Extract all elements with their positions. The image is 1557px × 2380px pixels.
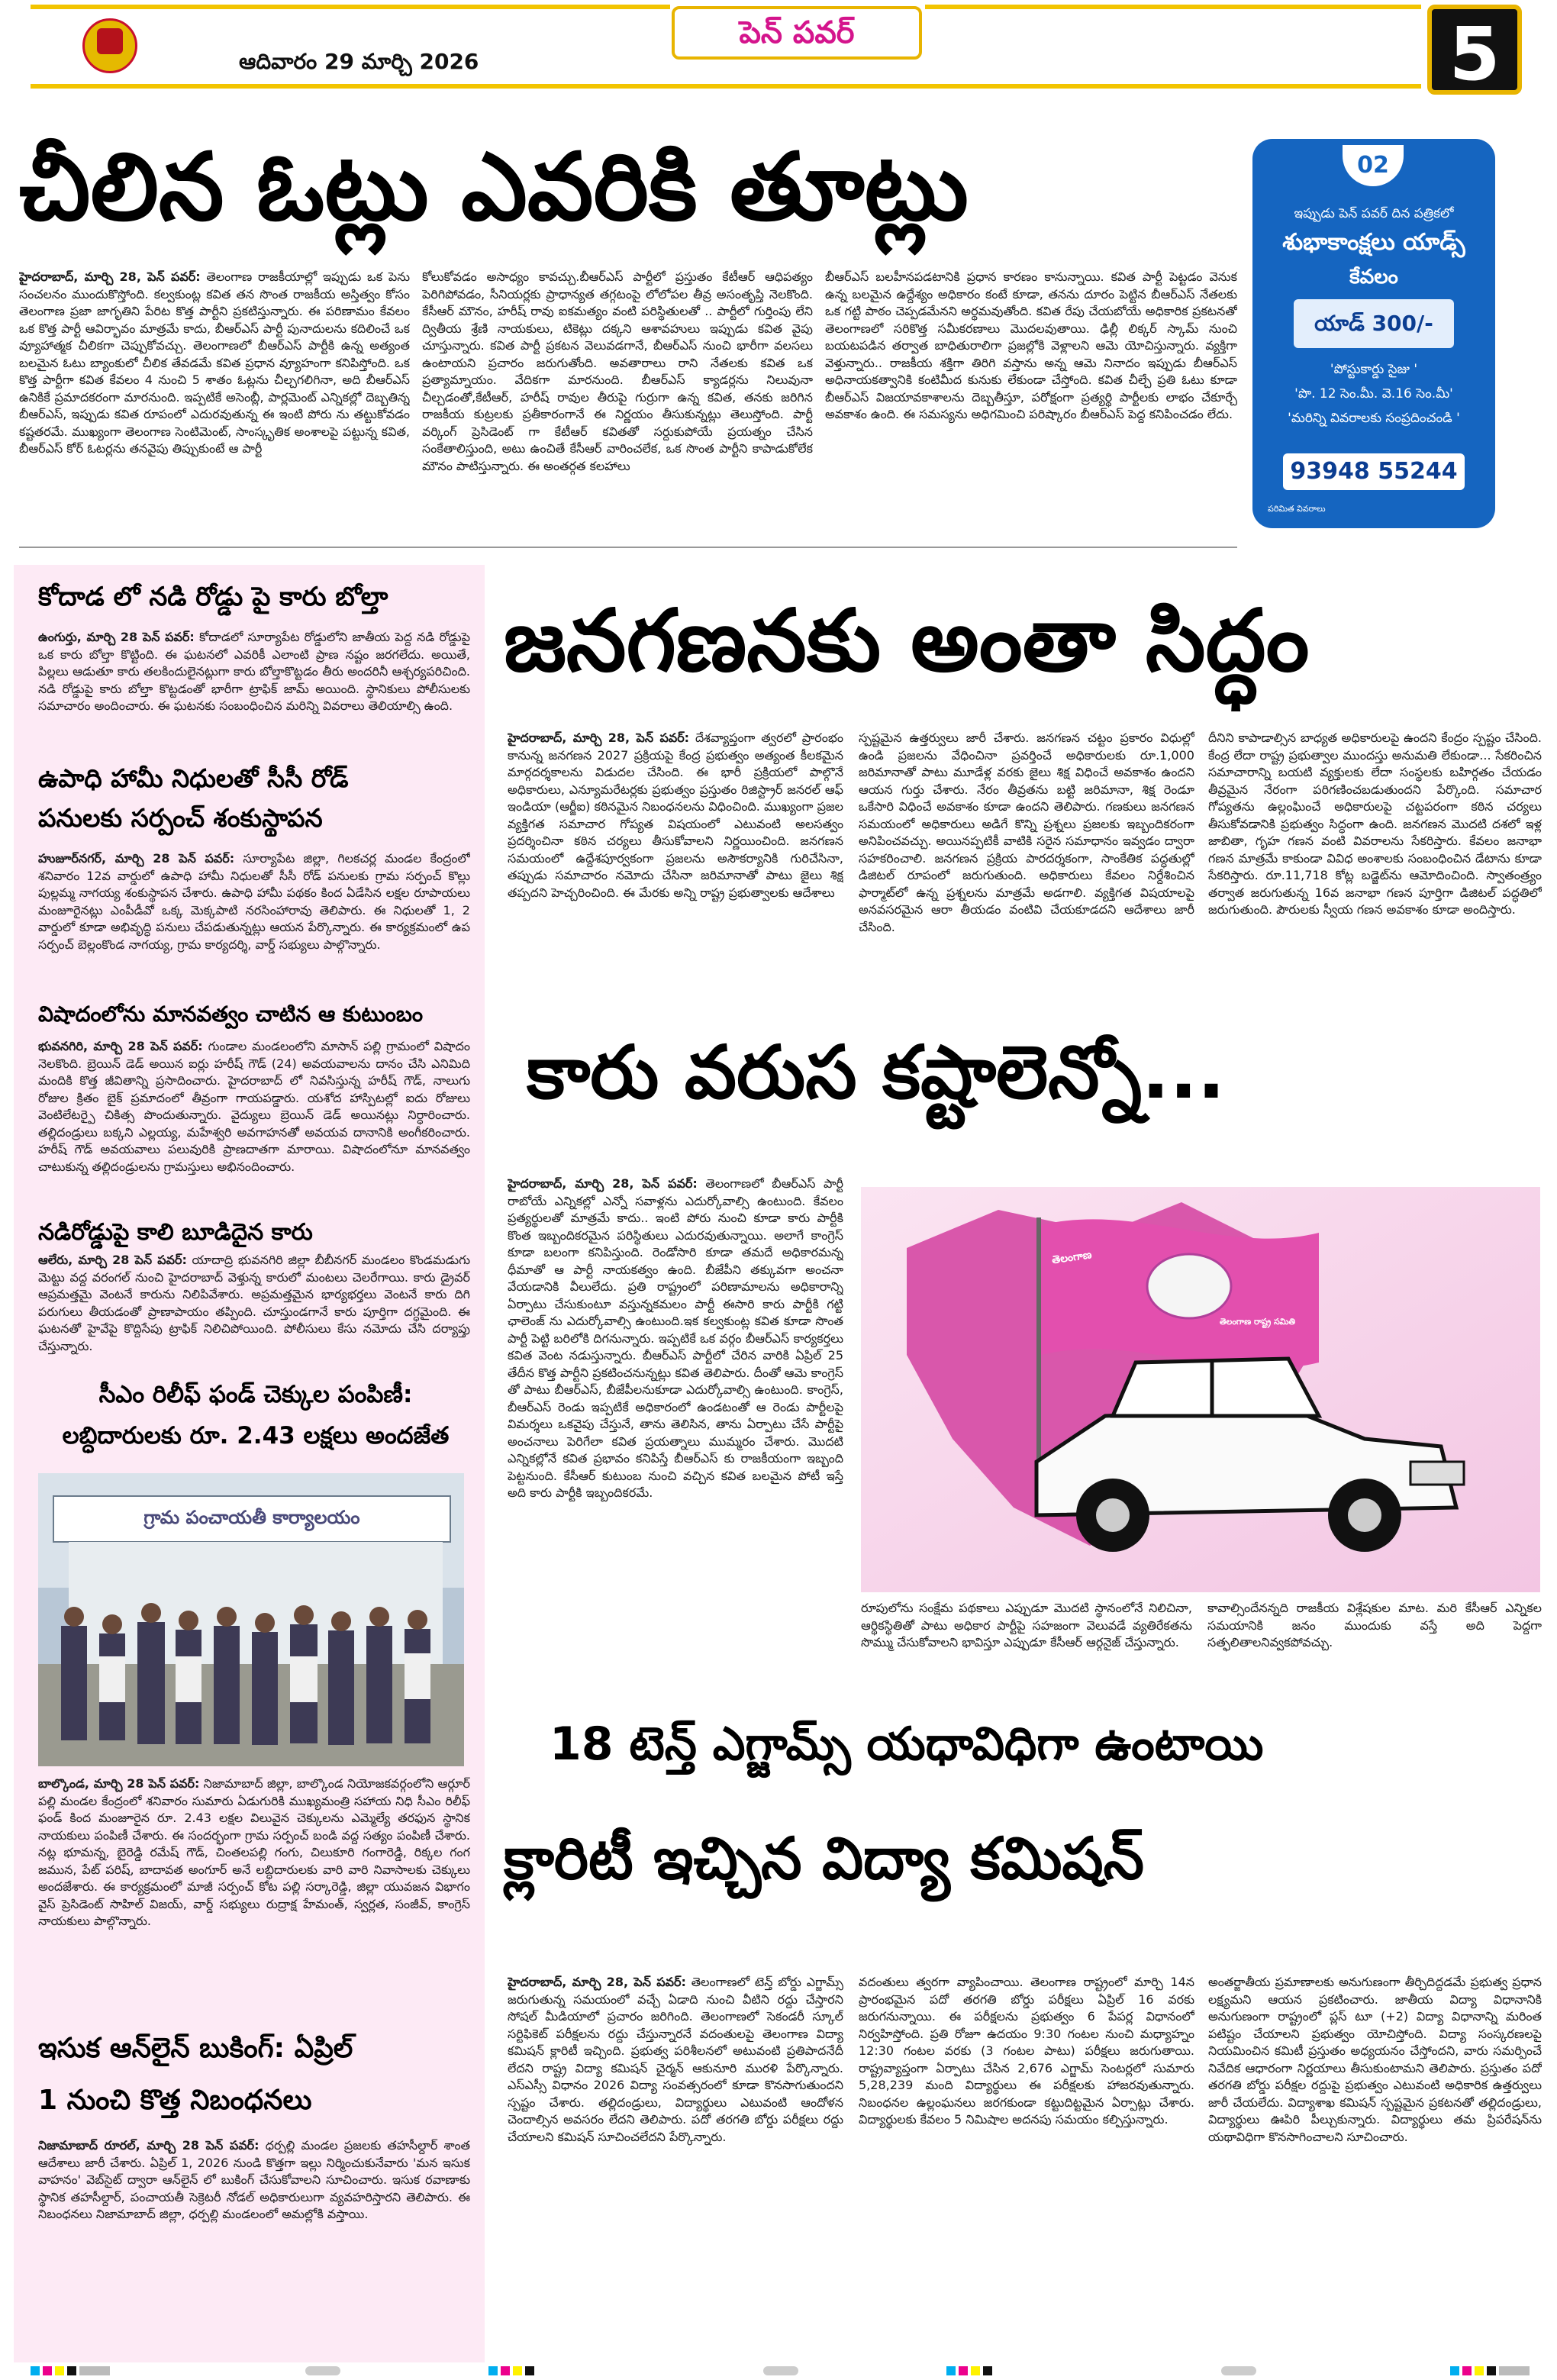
ad-line-5: 'పొ. 12 సెం.మీ. వె.16 సెం.మీ' (1294, 386, 1453, 402)
sidebar-story2-dateline: హుజూర్‌నగర్, మార్చి 28 పెన్ పవర్: (38, 851, 235, 866)
story2-headline: జనగణనకు అంతా సిద్ధం (504, 592, 1310, 691)
story4-column-2 (859, 1974, 1194, 2346)
cbar-magenta-2 (501, 2366, 510, 2375)
sidebar-story5-headline-2: లబ్ధిదారులకు రూ. 2.43 లక్షలు అందజేత (62, 1422, 450, 1450)
sidebar-story6-dateline: నిజామాబాద్ రూరల్, మార్చి 28 పెన్ పవర్: (38, 2138, 260, 2153)
photo-building-sign: గ్రామ పంచాయతీ కార్యాలయం (143, 1507, 360, 1528)
cbar-yellow-4 (1475, 2366, 1484, 2375)
ad-line-1: ఇప్పుడు పెన్ పవర్ దిన పత్రికలో (1294, 206, 1454, 221)
sidebar-story5-text: నిజామాబాద్ జిల్లా, బాల్కొండ నియోజకవర్గంలోని ఆర్గూర్ పల్లి మండల కేంద్రంలో శనివారం సుమారు ఏడుగురికి ముఖ్యమంత్రి సహాయ నిధి సీఎం రిలీఫ్ ఫండ్ కింద మంజూరైన రూ. 2.43 లక్షల విలువైన చెక్కులను ఎమ్మెల్యే తరఫున స్థానిక నాయకులు పంపిణీ చేశారు. ఈ సందర్భంగా గ్రామ సర్పంచ్ బండి వద్ద సత్యం పంపిణీ చేశారు. నట్ల భూమన్న, బైరెడ్డి రమేష్ గౌడ్, చింతలపల్లి గంగు, చిలుకూరి గంగారెడ్డి, రిక్కల గంగ జమున, పేట్ పరిష్, బాదావత అంగూర్ అనే లబ్ధిదారులకు వారి వారి నివాసాలకు చెక్కులు అందజేశారు. ఈ కార్యక్రమంలో మాజీ సర్పంచ్ కోట పల్లి సర్కారెడ్డి, జిల్లా యువజన విభాగం వైస్ ప్రెసిడెంట్ సాహిల్ విజయ్, వార్డ్ సభ్యులు రుద్రాక్ష హేమంత్, స్వర్లత, సంజీవ్, కాంగ్రెస్ నాయకులు పాల్గొన్నారు. (38, 1776, 470, 1928)
cbar-oval-3 (1221, 2366, 1256, 2375)
story4-col2-text: వదంతులు త్వరగా వ్యాపించాయి. తెలంగాణ రాష్ట్రంలో మార్చి 14న ప్రారంభమైన పదో తరగతి బోర్డు పరీక్షలు ఏప్రిల్ 16 వరకు జరుగనున్నాయి. ఈ పరీక్షలను ప్రభుత్వం 6 పేపర్ల విధానంలో నిర్వహిస్తోంది. ప్రతి రోజూ ఉదయం 9:30 గంటల నుంచి మధ్యాహ్నం 12:30 గంటల వరకు (3 గంటల పాటు) పరీక్షలు జరుగుతాయి. రాష్ట్రవ్యాప్తంగా ఏర్పాటు చేసిన 2,676 ఎగ్జామ్ సెంటర్లలో సుమారు 5,28,239 మంది విద్యార్థులు ఈ పరీక్షలకు హాజరవుతున్నారు. నిబంధనల ఉల్లంఘనలు జరగకుండా కట్టుదిట్టమైన ఏర్పాట్లు చేశారు. విద్యార్థులకు కేవలం 5 నిమిషాల అదనపు సమయం కల్పిస్తున్నారు. (859, 1975, 1194, 2127)
story1-divider (19, 547, 1237, 548)
story3-headline: కారు వరుస కష్టాలెన్నో... (527, 1030, 1226, 1115)
paper-name: పెన్ పవర్ (672, 6, 922, 60)
cbar-magenta-1 (43, 2366, 52, 2375)
story3-col3-text: కావాల్సిందేనన్నది రాజకీయ విశ్లేషకుల మాట. మరి కేసీఆర్ ఎన్నికల సమయానికి జనం ముందుకు వస్తే అది పెద్దగా సత్ఫలితాలనివ్వకపోవచ్చు. (1207, 1601, 1542, 1650)
logo-emblem-icon (97, 28, 123, 54)
greetings-ad (1252, 139, 1495, 528)
newspaper-logo (82, 18, 137, 73)
cbar-grey-4 (1499, 2366, 1530, 2375)
cbar-cyan-1 (31, 2366, 40, 2375)
story3-column-1 (508, 1175, 843, 1603)
sidebar-story1-body (38, 629, 470, 750)
ad-footer: పరిమిత వివరాలు (1268, 504, 1326, 514)
sidebar-story2-body (38, 850, 470, 989)
masthead-rule-bottom (31, 84, 1421, 89)
sidebar-story5-headline-1: సీఎం రిలీఫ్ ఫండ్ చెక్కుల పంపిణీ: (98, 1381, 413, 1408)
sidebar-story3-text: గుండాల మండలంలోని మాసాన్ పల్లి గ్రామంలో విషాదం నెలకొంది. బ్రెయిన్ డెడ్ అయిన ఐర్లు హరీష్ గౌడ్ (24) అవయవాలను దానం చేసి ఎనిమిది మందికి కొత్త జీవితాన్ని ప్రసాదించారు. హైదరాబాద్ లో నివసిస్తున్న హరీష్ గౌడ్, నాలుగు రోజుల క్రితం బైక్ ప్రమాదంలో తీవ్రంగా గాయపడ్డారు. యశోద హాస్పిటల్లో ఐదు రోజులు వెంటిలేటర్పై చికిత్స పొందుతున్నారు. వైద్యులు బ్రెయిన్ డెడ్ అయినట్లు నిర్ధారించారు. తల్లిదండ్రులు బక్కని ఎల్లయ్య, మహేశ్వరి అవగాహనతో అవయవ దానానికి అంగీకరించారు. హరీష్ గౌడ్ అవయవాలు పలువురికి ప్రాణదాతగా మారాయి. విషాదంలోనూ మానవత్వం చాటుకున్న తల్లిదండ్రులను గ్రామస్తులు అభినందించారు. (38, 1039, 470, 1174)
story1-headline: చీలిన ఓట్లు ఎవరికి తూట్లు (19, 133, 969, 241)
sidebar-story5-dateline: బాల్కొండ, మార్చి 28 పెన్ పవర్: (38, 1776, 200, 1791)
ad-phone-number: 93948 55244 (1283, 453, 1465, 490)
ad-line-2: శుభాకాంక్షలు యాడ్స్ (1282, 229, 1465, 256)
ad-line-3: కేవలం (1349, 266, 1398, 289)
ad-price: యాడ్ 300/- (1294, 299, 1454, 348)
sidebar-story2-headline-2: పనులకు సర్పంచ్ శంకుస్థాపన (38, 803, 323, 833)
story4-column-1 (508, 1974, 843, 2346)
sidebar-story3-body (38, 1038, 470, 1212)
sidebar-story1-dateline: ఉంగుర్తు, మార్చి 28 పెన్ పవర్: (38, 630, 195, 644)
story2-col1-text: దేశవ్యాప్తంగా త్వరలో ప్రారంభం కానున్న జనగణన 2027 ప్రక్రియపై కేంద్ర ప్రభుత్వం అత్యంత కీలకమైన మార్గదర్శకాలను విడుదల చేసింది. ఈ భారీ ప్రక్రియలో పాల్గొనే అధికారులు, ఎన్యూమరేటర్లకు ప్రభుత్వం ప్రస్తుతం రిజిస్ట్రార్ జనరల్ ఆఫ్ ఇండియా (ఆర్జీఐ) కఠినమైన నిబంధనలను విధించింది. ముఖ్యంగా ప్రజల వ్యక్తిగత సమాచార గోప్యత విషయంలో ఎటువంటి అలసత్వం ప్రదర్శించినా కఠిన చర్యలు తీసుకోవాలని నిర్ణయించింది. జనగణన సమయంలో ఉద్దేశపూర్వకంగా ప్రజలను అసౌకర్యానికి గురిచేసినా, తప్పుడు సమాచారం నమోదు చేసినా జరిమానాతో పాటు జైలు శిక్ష తప్పదని హెచ్చరించింది. ఈ మేరకు అన్ని రాష్ట్ర ప్రభుత్వాలకు ఆదేశాలు (508, 730, 843, 900)
cbar-cyan-3 (946, 2366, 956, 2375)
story3-col1-text: తెలంగాణలో బీఆర్ఎస్ పార్టీ రాబోయే ఎన్నికల్లో ఎన్నో సవాళ్లను ఎదుర్కోవాల్సి ఉంటుంది. కేవలం ప్రత్యర్థులతో మాత్రమే కాదు.. ఇంటి పోరు నుంచి కూడా కారు పార్టీకి కొంత ఇబ్బందికరమైన పరిస్థితులు ఎదురవుతున్నాయి. అలాగే కాంగ్రెస్ కూడా బలంగా కనిపిస్తుంది. రెండోసారి కూడా తమదే అధికారమన్న ధీమాతో ఆ పార్టీ నాయకత్వం ఉంది. బీజేపీని తక్కువగా అంచనా వేయడానికి వీలులేదు. ప్రతి రాష్ట్రంలో పరిణామాలను అధికారాన్ని ఏర్పాటు చేసుకుంటూ వస్తున్నకమలం పార్టీ ఈసారి కారు పార్టీకి గట్టి ఛాలెంజ్ ను ఎదుర్కోవాల్సి ఉంటుంది.ఇక కల్వకుంట్ల కవిత కూడా సొంత పార్టీ పెట్టి బరిలోకి దిగనున్నారు. ఇప్పటికే ఒక వర్గం బీఆర్ఎస్ కార్యకర్తలు కవిత వెంట నడుస్తున్నారు. బీఆర్ఎస్ పార్టీలో చేరిన వారికి ఏప్రిల్ 25 తేదీన కొత్త పార్టీని ప్రకటించనున్నట్లు కవిత తెలిపారు. దీంతో ఆమె కాంగ్రెస్ తో పాటు బీఆర్ఎస్, బీజేపీలనుకూడా ఎదుర్కోవాల్సి ఉంటుంది. కాంగ్రెస్, బీఆర్ఎస్ రెండు ఇప్పటికే అధికారంలో ఉండటంతో ఆ రెండు పార్టీలపై విమర్శలు ఒకవైపు చేస్తునే, తాను తెలిసిన, తాను ఏర్పాటు చేసే పార్టీపై అంచనాలు పెరిగేలా కవిత ప్రయత్నాలు ముమ్మరం చేశారు. మొదటి ఎన్నికల్లోనే కవిత ప్రభావం కనిపిస్తే బీఆర్ఎస్ కు రాజకీయంగా ఇబ్బంది పెట్టనుంది. కేసీఆర్ కుటుంబ నుంచి వచ్చిన కవిత బలమైన పోటీ ఇస్తే అది కారు పార్టీకి ఇబ్బందికరమే. (508, 1176, 843, 1500)
story4-headline-1: 18 టెన్త్ ఎగ్జామ్స్ యధావిధిగా ఉంటాయి (550, 1717, 1264, 1771)
ad-number: 02 (1343, 145, 1404, 186)
sidebar-story4-text: యాదాద్రి భువనగిరి జిల్లా బీబీనగర్ మండలం కొండమడుగు మెట్టు వద్ద వరంగల్ నుంచి హైదరాబాద్ వెళ్తున్న కారులో మంటలు చెలరేగాయి. కారు డ్రైవర్ ఆప్రమత్తమై వెంటనే కారును నిలిపివేశారు. అప్రమత్తమైన భార్యభర్తలు వెంటనే కారు దిగి పరుగులు తీయడంతో ప్రాణాపాయం తప్పింది. చూస్తుండగానే కారు పూర్తిగా దగ్ధమైంది. ఈ ఘటనతో హైవేపై కొద్దిసేపు ట్రాఫిక్ నిలిచిపోయింది. పోలీసులు కేసు నమోదు చేసి దర్యాప్తు చేస్తున్నారు. (38, 1253, 470, 1353)
sidebar-story3-dateline: భువనగిరి, మార్చి 28 పెన్ పవర్: (38, 1039, 203, 1053)
story1-column-2 (422, 269, 813, 553)
sidebar-story4-headline: నడిరోడ్డుపై కాలి బూడిదైన కారు (38, 1219, 313, 1246)
issue-date: ఆదివారం 29 మార్చి 2026 (239, 49, 479, 74)
sidebar-story2-text: సూర్యాపేట జిల్లా, గిలకచర్ల మండల కేంద్రంలో శనివారం 12వ వార్డులో ఉపాధి హామీ నిధులతో సీసీ రోడ్ పనులకు గ్రామ సర్పంచ్ కొల్లు పుల్లమ్మ నాగయ్య శంకుస్థాపన చేశారు. ఉపాధి హామీ పథకం కింద ఏడేసిన లక్షల రూపాయలు మంజూరైనట్లు ఎంపీడీవో ఒక్క మెక్కపాటి నరసింహారావు తెలిపారు. ఈ నిధులతో 1, 2 వార్డులో కూడా అభివృద్ధి పనులు చేపడుతున్నట్లు ఆయన పేర్కొన్నారు. ఈ కార్యక్రమంలో ఉప సర్పంచ్ బెల్లంకొండ నాగయ్య, గ్రామ కార్యదర్శి, వార్డ్ సభ్యులు పాల్గొన్నారు. (38, 851, 470, 952)
story3-dateline: హైదరాబాద్, మార్చి 28, పెన్ పవర్: (508, 1176, 698, 1191)
masthead-rule-left-top (31, 5, 670, 9)
story1-col3-text: బీఆర్ఎస్ బలహీనపడటానికి ప్రధాన కారణం కానున్నాయి. కవిత పార్టీ పెట్టడం వెనుక ఉన్న బలమైన ఉద్దేశ్యం అధికారం కంటే కూడా, తనను దూరం పెట్టిన బీఆర్ఎస్ నేతలకు ఒక గట్టి పాఠం చెప్పడమేనని అర్థమవుతోంది. కవిత రేపు చేయబోయే అధికారిక ప్రకటనతో తెలంగాణలో సరికొత్త సమీకరణాలు మొదలవుతాయి. ఢిల్లీ లిక్కర్ స్కామ్ నుంచి బయటపడిన తర్వాత బాధితురాలిగా ప్రజల్లోకి వెళ్లాలని ఆమె యోచిస్తున్నారు. వ్యక్తిగా వెళ్తున్నారు.. రాజకీయ శక్తిగా తిరిగి వస్తాను అన్న ఆమె నినాదం ఇప్పుడు బీఆర్ఎస్ అధినాయకత్వానికి కంటిమీద కునుకు లేకుండా చేస్తోంది. కవిత చీల్చే ప్రతి ఓటు కూడా బీఆర్ఎస్ విజయావకాశాలను దెబ్బతీస్తూ, పరోక్షంగా ప్రత్యర్థి పార్టీలకు లాభం చేకూర్చే అవకాశం ఉంది. ఈ సమస్యను అధిగమించి పరిష్కారం బీఆర్ఎస్ పెద్ద కనిపించడం లేదు. (825, 269, 1237, 421)
cbar-yellow-1 (55, 2366, 64, 2375)
flag-party-name: తెలంగాణ రాష్ట్ర సమితి (1220, 1317, 1296, 1327)
sidebar-story3-headline: విషాదంలోను మానవత్వం చాటిన ఆ కుటుంబం (38, 1001, 424, 1027)
cbar-magenta-3 (959, 2366, 968, 2375)
story1-col1-text: తెలంగాణ రాజకీయాల్లో ఇప్పుడు ఒక పెను సంచలనం ముందుకొస్తోంది. కల్వకుంట్ల కవిత తన సొంత రాజకీయ అస్తిత్వం కోసం తెలంగాణ ప్రజా జాగృతిని పేరిట కొత్త పార్టీని ప్రకటిస్తున్నారు. ఈ పరిణామం కేవలం ఒక కొత్త పార్టీ ఆవిర్భావం మాత్రమే కాదు, బీఆర్ఎస్ పార్టీ పునాదులను కదిలించే ఒక వ్యూహాత్మక చీలికగా చెప్పుకోవచ్చు. తెలంగాణలో బీఆర్ఎస్ పార్టీకి ఉన్న అత్యంత బలమైన ఓటు బ్యాంకులో చీలిక తేవడమే కవిత ప్రధాన వ్యూహంగా కనిపిస్తోంది. ఒక కొత్త పార్టీగా కవిత కేవలం 4 నుంచి 5 శాతం ఓట్లను చీల్చగలిగినా, అది బీఆర్ఎస్ ఉనికికే ప్రమాదకరంగా మారనుంది. ఇప్పటికే అసెంబ్లీ, పార్లమెంట్ ఎన్నికల్లో దెబ్బతిన్న బీఆర్ఎస్, ఇప్పుడు కవిత రూపంలో ఎదురవుతున్న ఈ ఇంటి పోరు ను తట్టుకోవడం కష్టతరమే. ముఖ్యంగా తెలంగాణ సెంటిమెంట్, సాంస్కృతిక అంశాలపై పట్టున్న కవిత, బీఆర్ఎస్ కోర్ ఓటర్లను తనవైపు తిప్పుకుంటే ఆ పార్టీ (19, 269, 410, 456)
page-number: 5 (1427, 5, 1522, 95)
story1-column-1 (19, 269, 410, 553)
cbar-magenta-4 (1462, 2366, 1472, 2375)
sidebar-story1-text: కోదాడలో సూర్యాపేట రోడ్డులోని జాతీయ పెద్ద నడి రోడ్డుపై ఒక కారు బోల్తా కొట్టింది. ఈ ఘటనలో ఎవరికీ ఎలాంటి ప్రాణ నష్టం జరగలేదు. అయితే, పిల్లలు ఆడుతూ కారు తలకిందులైనట్లుగా కారు బోల్తాకొట్టడం తీరు అందరినీ ఆశ్చర్యపరిచింది. నడి రోడ్డుపై కారు బోల్తా కొట్టడంతో భారీగా ట్రాఫిక్ జామ్ అయింది. స్థానికులు పోలీసులకు సమాచారం అందించారు. ఈ ఘటనకు సంబంధించిన మరిన్ని వివరాలు తెలియాల్సి ఉంది. (38, 630, 470, 713)
story2-column-2 (859, 730, 1194, 986)
sidebar-story6-text: ధర్పల్లి మండల ప్రజలకు తహసీల్దార్ శాంత ఆదేశాలు జారీ చేశారు. ఏప్రిల్ 1, 2026 నుండి కొత్తగా ఇల్లు నిర్మించుకునేవారు 'మన ఇసుక వాహనం' వెబ్‌సైట్ ద్వారా ఆన్‌లైన్ లో బుకింగ్ చేసుకోవాలని సూచించారు. ఇసుక రవాణాకు స్థానిక తహసీల్దార్, పంచాయతీ సెక్రెటరీ నోడల్ అధికారులుగా వ్యవహరిస్తారని తెలిపారు. ఈ నిబంధనలు నిజామాబాద్ జిల్లా, ధర్పల్లి మండలంలో అమల్లోకి వస్తాయి. (38, 2138, 470, 2221)
sidebar-story4-dateline: ఆలేరు, మార్చి 28 పెన్ పవర్: (38, 1253, 187, 1267)
flag-label: తెలంగాణ (1051, 1249, 1093, 1267)
sidebar-story4-body (38, 1252, 470, 1374)
story3-column-3 (1207, 1600, 1542, 1673)
story4-col1-text: తెలంగాణలో టెన్త్ బోర్డు ఎగ్జామ్స్ జరుగుతున్న సమయంలో వచ్చే ఏడాది నుంచి వీటిని రద్దు చేస్తారని సోషల్ మీడియాలో ప్రచారం జరిగింది. తెలంగాణలో సెకండరీ స్కూల్ సర్టిఫికెట్ పరీక్షలను రద్దు చేస్తున్నారనే వదంతులపై తెలంగాణ విద్యా కమిషన్ క్లారిటీ ఇచ్చింది. ప్రభుత్వ పరిశీలనలో అటువంటి ప్రతిపాదనేదీ లేదని రాష్ట్ర విద్యా కమిషన్ చైర్మన్ ఆకునూరి మురళి పేర్కొన్నారు. ఎస్ఎస్సీ విధానం 2026 విద్యా సంవత్సరంలో కూడా కొనసాగుతుందని స్పష్టం చేశారు. తల్లిదండ్రులు, విద్యార్థులు ఎటువంటి ఆందోళన చెందాల్సిన అవసరం లేదని తెలిపారు. పదో తరగతి బోర్డు పరీక్షలు రద్దు చేయాలని కమిషన్ సూచించలేదని పేర్కొన్నారు. (508, 1975, 843, 2144)
cbar-yellow-3 (971, 2366, 980, 2375)
car-flag-illustration-svg (861, 1187, 1540, 1592)
cbar-black-1 (67, 2366, 76, 2375)
cbar-cyan-2 (488, 2366, 498, 2375)
cbar-oval-1 (305, 2366, 340, 2375)
cheque-distribution-photo (38, 1473, 464, 1766)
cbar-black-4 (1487, 2366, 1496, 2375)
story2-column-3 (1208, 730, 1542, 986)
story2-col3-text: దీనిని కాపాడాల్సిన బాధ్యత అధికారులపై ఉందని కేంద్రం స్పష్టం చేసింది. కేంద్ర లేదా రాష్ట్ర ప్రభుత్వాల ముందస్తు అనుమతి లేకుండా... సేకరించిన సమాచారాన్ని బయటి వ్యక్తులకు లేదా సంస్థలకు బహిర్గతం చేయడం తీవ్రమైన నేరంగా పరిగణించబడుతుందని పేర్కొంది. సమాచార గోప్యతను ఉల్లంఘించే అధికారులపై చట్టపరంగా కఠిన చర్యలు తీసుకోవడానికి ప్రభుత్వం సిద్ధంగా ఉంది. జనగణన మొదటి దశలో ఇళ్ల జాబితా, గృహ గణన వంటి వివరాలను సేకరిస్తారు. కేవలం జనాభా గణన మాత్రమే కాకుండా వివిధ అంశాలకు సంబంధించిన డేటాను కూడా సేకరిస్తారు. రూ.11,718 కోట్ల బడ్జెట్‌ను ఆమోదించింది. స్వాతంత్ర్యం తర్వాత జరుగుతున్న 16వ జనాభా గణన పూర్తిగా డిజిటల్ పద్ధతిలో జరుగుతుంది. పౌరులకు స్వీయ గణన అవకాశం కూడా అందిస్తారు. (1208, 730, 1542, 917)
cbar-yellow-2 (513, 2366, 522, 2375)
story3-col2-text: రూపులోను సంక్షేమ పథకాలు ఎప్పుడూ మొదటి స్థానంలోనే నిలిచినా, ఆర్థికస్థితితో పాటు అధికార పార్టీపై సహజంగా వెలువడే వ్యతిరేకతను సొమ్ము చేసుకోవాలని భావిస్తూ ఎప్పుడూ కేసీఆర్ ఆర్గనైజ్ చేస్తున్నారు. (861, 1601, 1192, 1650)
sidebar-story6-body (38, 2137, 470, 2343)
masthead-rule-right-top (925, 5, 1421, 9)
ad-line-6: 'మరిన్ని వివరాలకు సంప్రదించండి ' (1288, 411, 1460, 426)
story1-col2-text: కోలుకోవడం అసాధ్యం కావచ్చు.బీఆర్ఎస్ పార్టీలో ప్రస్తుతం కేటీఆర్ ఆధిపత్యం పెరిగిపోవడం, సీనియర్లకు ప్రాధాన్యత తగ్గటంపై లోలోపల తీవ్ర అసంతృప్తి నెలకొంది. కేసీఆర్ మౌనం, హరీష్ రావు ఐకమత్యం వంటి పరిస్థితులతో .. పార్టీలో గుర్తింపు లేని ద్వితీయ శ్రేణి నాయకులు, టికెట్లు దక్కని ఆశావహులు ఇప్పుడు కవిత వైపు చూస్తున్నారు. కవిత పార్టీ ప్రకటన వెలువడగానే, బీఆర్ఎస్ నుంచి భారీగా వలసలు ఉంటాయని ప్రచారం జరుగుతోంది. అవతారాలు రాని నేతలకు కవిత ఒక ప్రత్యామ్నాయం. వేదికగా మారనుంది. బీఆర్ఎస్ క్యాడర్లను నిలువునా చీల్చడంతో,కేటీఆర్, హరీష్ రావుల తీరుపై గుర్రుగా ఉన్న కవిత, తనకు జరిగిన రాజకీయ కుట్రలకు ప్రతీకారంగానే ఈ నిర్ణయం తీసుకున్నట్లు తెలుస్తోంది. పార్టీ వర్కింగ్ ప్రెసిడెంట్ గా కేటీఆర్ కవితతో సర్దుకుపోయే ప్రయత్నం చేసిన సంకేతాలిస్తుంది, అటు ఉంచితే కేసీఆర్ వారించలేక, ఒక సొంత పార్టీని కాపాడుకోలేక మౌనం పాటిస్తున్నారు. ఈ అంతర్గత కలహాలు (422, 269, 813, 473)
story4-col3-text: అంతర్జాతీయ ప్రమాణాలకు అనుగుణంగా తీర్చిదిద్దడమే ప్రభుత్వ ప్రధాన లక్ష్యమని ఆయన ప్రకటించారు. జాతీయ విద్యా విధానానికి అనుగుణంగా రాష్ట్రంలో ప్లస్ టూ (+2) విద్యా విధానాన్ని మరింత పటిష్టం చేయాలని ప్రభుత్వం యోచిస్తోంది. విద్యా సంస్కరణలపై నియమించిన కమిటీ ప్రస్తుతం అధ్యయనం చేస్తోందని, వారు సమర్పించే నివేదిక ఆధారంగా నిర్ణయాలు తీసుకుంటామని తెలిపారు. ప్రస్తుతం పదో తరగతి బోర్డు పరీక్షల రద్దుపై ప్రభుత్వం ఎటువంటి అధికారిక ఉత్తర్వులు జారీ చేయలేదు. విద్యాశాఖ కమిషన్ స్పష్టమైన ప్రకటనతో తల్లిదండ్రులు, విద్యార్థులు ఊపిరి పీల్చుకున్నారు. విద్యార్థులు తమ ప్రిపరేషన్‌ను యథావిధిగా కొనసాగించాలని సూచించారు. (1208, 1975, 1542, 2144)
sidebar-story1-headline: కోదాడ లో నడి రోడ్డు పై కారు బోల్తా (38, 582, 388, 612)
sidebar-story6-headline-1: ఇసుక ఆన్‌లైన్ బుకింగ్: ఏప్రిల్ (38, 2033, 353, 2064)
cbar-black-3 (983, 2366, 992, 2375)
cbar-grey-1 (79, 2366, 110, 2375)
masthead (0, 0, 1557, 95)
story2-column-1 (508, 730, 843, 986)
brs-car-illustration (861, 1187, 1540, 1592)
story1-column-3 (825, 269, 1237, 553)
sidebar-story5-body (38, 1775, 470, 2004)
sidebar-story2-headline-1: ఉపాధి హామీ నిధులతో సీసీ రోడ్ (38, 763, 349, 793)
story4-headline-2: క్లారిటీ ఇచ్చిన విద్యా కమిషన్ (504, 1824, 1144, 1892)
cbar-oval-2 (763, 2366, 798, 2375)
story4-dateline: హైదరాబాద్, మార్చి 28, పెన్ పవర్: (508, 1975, 686, 1989)
story2-col2-text: స్పష్టమైన ఉత్తర్వులు జారీ చేశారు. జనగణన చట్టం ప్రకారం విధుల్లో ఉండి ప్రజలను వేధించినా ప్రవర్తించే అధికారులకు రూ.1,000 జరిమానాతో పాటు మూడేళ్ల వరకు జైలు శిక్ష విధించే అవకాశం ఉందని ఆయన గుర్తు చేశారు. నేరం తీవ్రతను బట్టి జరిమానా, శిక్ష రెండూ ఒకేసారి విధించే అవకాశం కూడా ఉందని తెలిపారు. గణకులు జనగణన సమయంలో అధికారులు అడిగే కొన్ని ప్రశ్నలు ప్రజలకు ఇబ్బందికరంగా అనిపించవచ్చు. అయినప్పటికీ వాటికి సరైన సమాధానం ఇవ్వడం ద్వారా సహకరించాలి. జనగణన ప్రక్రియ పారదర్శకంగా, సాంకేతిక పద్ధతుల్లో డిజిటల్ రూపంలో జరుగుతుంది. అధికారులు కేవలం నిర్దేశించిన ఫార్మాట్‌లో ఉన్న ప్రశ్నలను మాత్రమే అడగాలి. వ్యక్తిగత విషయాలపై అనవసరమైన ఆరా తీయడం వంటివి చేయకూడదని ఆదేశాలు జారీ చేసింది. (859, 730, 1194, 934)
ad-line-4: 'పోస్టుకార్డు సైజు ' (1330, 362, 1418, 377)
story4-column-3 (1208, 1974, 1542, 2346)
cbar-cyan-4 (1450, 2366, 1459, 2375)
story1-dateline: హైదరాబాద్, మార్చి 28, పెన్ పవర్: (19, 269, 201, 284)
story3-column-2 (861, 1600, 1192, 1673)
sidebar-story6-headline-2: 1 నుంచి కొత్త నిబంధనలు (38, 2085, 312, 2116)
cbar-black-2 (525, 2366, 534, 2375)
story2-dateline: హైదరాబాద్, మార్చి 28, పెన్ పవర్: (508, 730, 690, 745)
